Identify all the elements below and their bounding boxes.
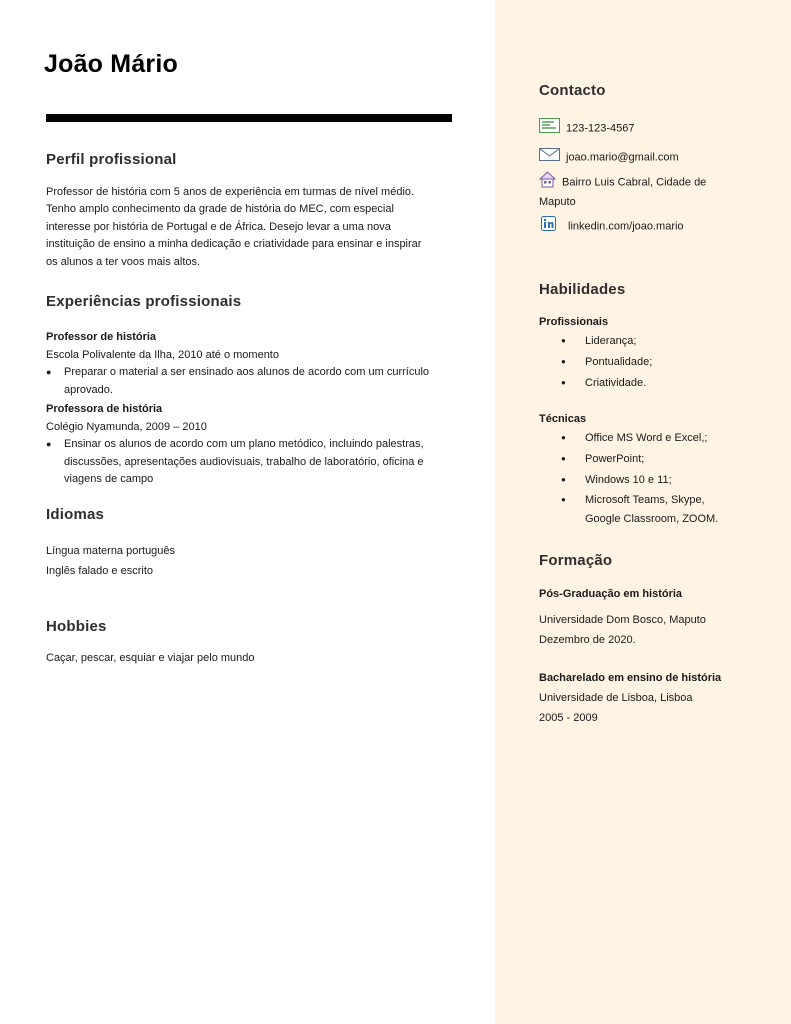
- languages-list: [46, 541, 175, 581]
- skill-item: ● Windows 10 e 11;: [539, 470, 707, 491]
- linkedin-text[interactable]: linkedin.com/joao.mario: [568, 220, 684, 233]
- profile-text: [46, 184, 466, 271]
- experience-list: [46, 327, 466, 488]
- languages-heading: Idiomas: [46, 506, 105, 523]
- linkedin-icon: [541, 216, 556, 237]
- skill-item: ● Office MS Word e Excel,;: [539, 428, 707, 449]
- contact-heading: Contacto: [539, 82, 606, 99]
- technical-skills-label: Técnicas: [539, 413, 587, 425]
- job-place: Colégio Nyamunda, 2009 – 2010: [46, 420, 207, 433]
- job-duty: [46, 364, 466, 399]
- skill-item: ● Microsoft Teams, Skype,: [539, 490, 707, 511]
- envelope-icon: [539, 148, 560, 167]
- skills-heading: Habilidades: [539, 281, 626, 298]
- language-item: Inglês falado e escrito: [46, 565, 154, 577]
- skill-item: ● Pontualidade;: [539, 352, 652, 373]
- job-duty: [46, 436, 466, 488]
- job-duties: [46, 364, 466, 399]
- education-school: Universidade Dom Bosco, Maputo: [539, 614, 706, 626]
- header-rule: [46, 114, 452, 122]
- professional-skills-list: [539, 331, 652, 393]
- language-item: Língua materna português: [46, 545, 176, 557]
- address-line: Bairro Luis Cabral, Cidade de: [562, 176, 707, 189]
- job-entry: [46, 401, 466, 488]
- address-line: Maputo: [539, 196, 576, 208]
- hobbies-text: Caçar, pescar, esquiar e viajar pelo mundo: [46, 652, 255, 664]
- email-text[interactable]: joao.mario@gmail.com: [566, 151, 679, 164]
- contact-linkedin[interactable]: [541, 216, 684, 237]
- job-duty-line: ● Preparar o material a ser ensinado aos alunos de acordo com um currículo: [64, 366, 430, 379]
- candidate-name: João Mário: [44, 50, 178, 78]
- skill-item: ● PowerPoint;: [539, 449, 707, 470]
- job-title: Professor de história: [46, 331, 157, 343]
- job-duty-line: ● Ensinar os alunos de acordo com um plano metódico, incluindo palestras,: [64, 438, 424, 451]
- technical-skills-list: [539, 428, 707, 511]
- hobbies-heading: Hobbies: [46, 618, 107, 635]
- professional-skills-label: Profissionais: [539, 316, 609, 328]
- job-duty-line: discussões, apresentações audiovisuais, trabalho de laboratório, oficina e: [64, 455, 424, 468]
- profile-heading: Perfil profissional: [46, 151, 177, 168]
- education-entry: [539, 584, 706, 650]
- profile-line: Tenho amplo conhecimento da grade de história do MEC, com especial: [46, 203, 394, 216]
- phone-card-icon: [539, 118, 560, 139]
- education-degree: Pós-Graduação em história: [539, 588, 683, 600]
- education-date: 2005 - 2009: [539, 712, 598, 724]
- house-icon: [539, 171, 556, 194]
- skill-item-continuation: Google Classroom, ZOOM.: [585, 513, 719, 525]
- skill-item: ● Liderança;: [539, 331, 652, 352]
- profile-line: instituição de ensino a minha dedicação e criatividade para ensinar e inspirar: [46, 238, 422, 251]
- education-entry: [539, 668, 721, 728]
- job-duty-line: aprovado.: [64, 383, 113, 396]
- job-duties: [46, 436, 466, 488]
- experience-heading: Experiências profissionais: [46, 293, 242, 310]
- education-heading: Formação: [539, 552, 613, 569]
- job-place: Escola Polivalente da Ilha, 2010 até o momento: [46, 348, 279, 361]
- contact-email[interactable]: [539, 148, 679, 167]
- profile-line: os alunos a ter voos mais altos.: [46, 255, 201, 268]
- profile-line: interesse por história de Portugal e de África. Desejo levar a uma nova: [46, 220, 391, 233]
- phone-text: 123-123-4567: [566, 122, 635, 135]
- profile-line: Professor de história com 5 anos de experiência em turmas de nível médio.: [46, 186, 415, 198]
- contact-address: [539, 171, 739, 211]
- job-entry: [46, 329, 466, 399]
- job-duty-line: viagens de campo: [64, 473, 154, 485]
- contact-phone: [539, 118, 635, 139]
- education-degree: Bacharelado em ensino de história: [539, 672, 722, 684]
- education-school: Universidade de Lisboa, Lisboa: [539, 692, 693, 704]
- skill-item: ● Criatividade.: [539, 373, 652, 394]
- job-title: Professora de história: [46, 403, 163, 415]
- education-date: Dezembro de 2020.: [539, 634, 636, 646]
